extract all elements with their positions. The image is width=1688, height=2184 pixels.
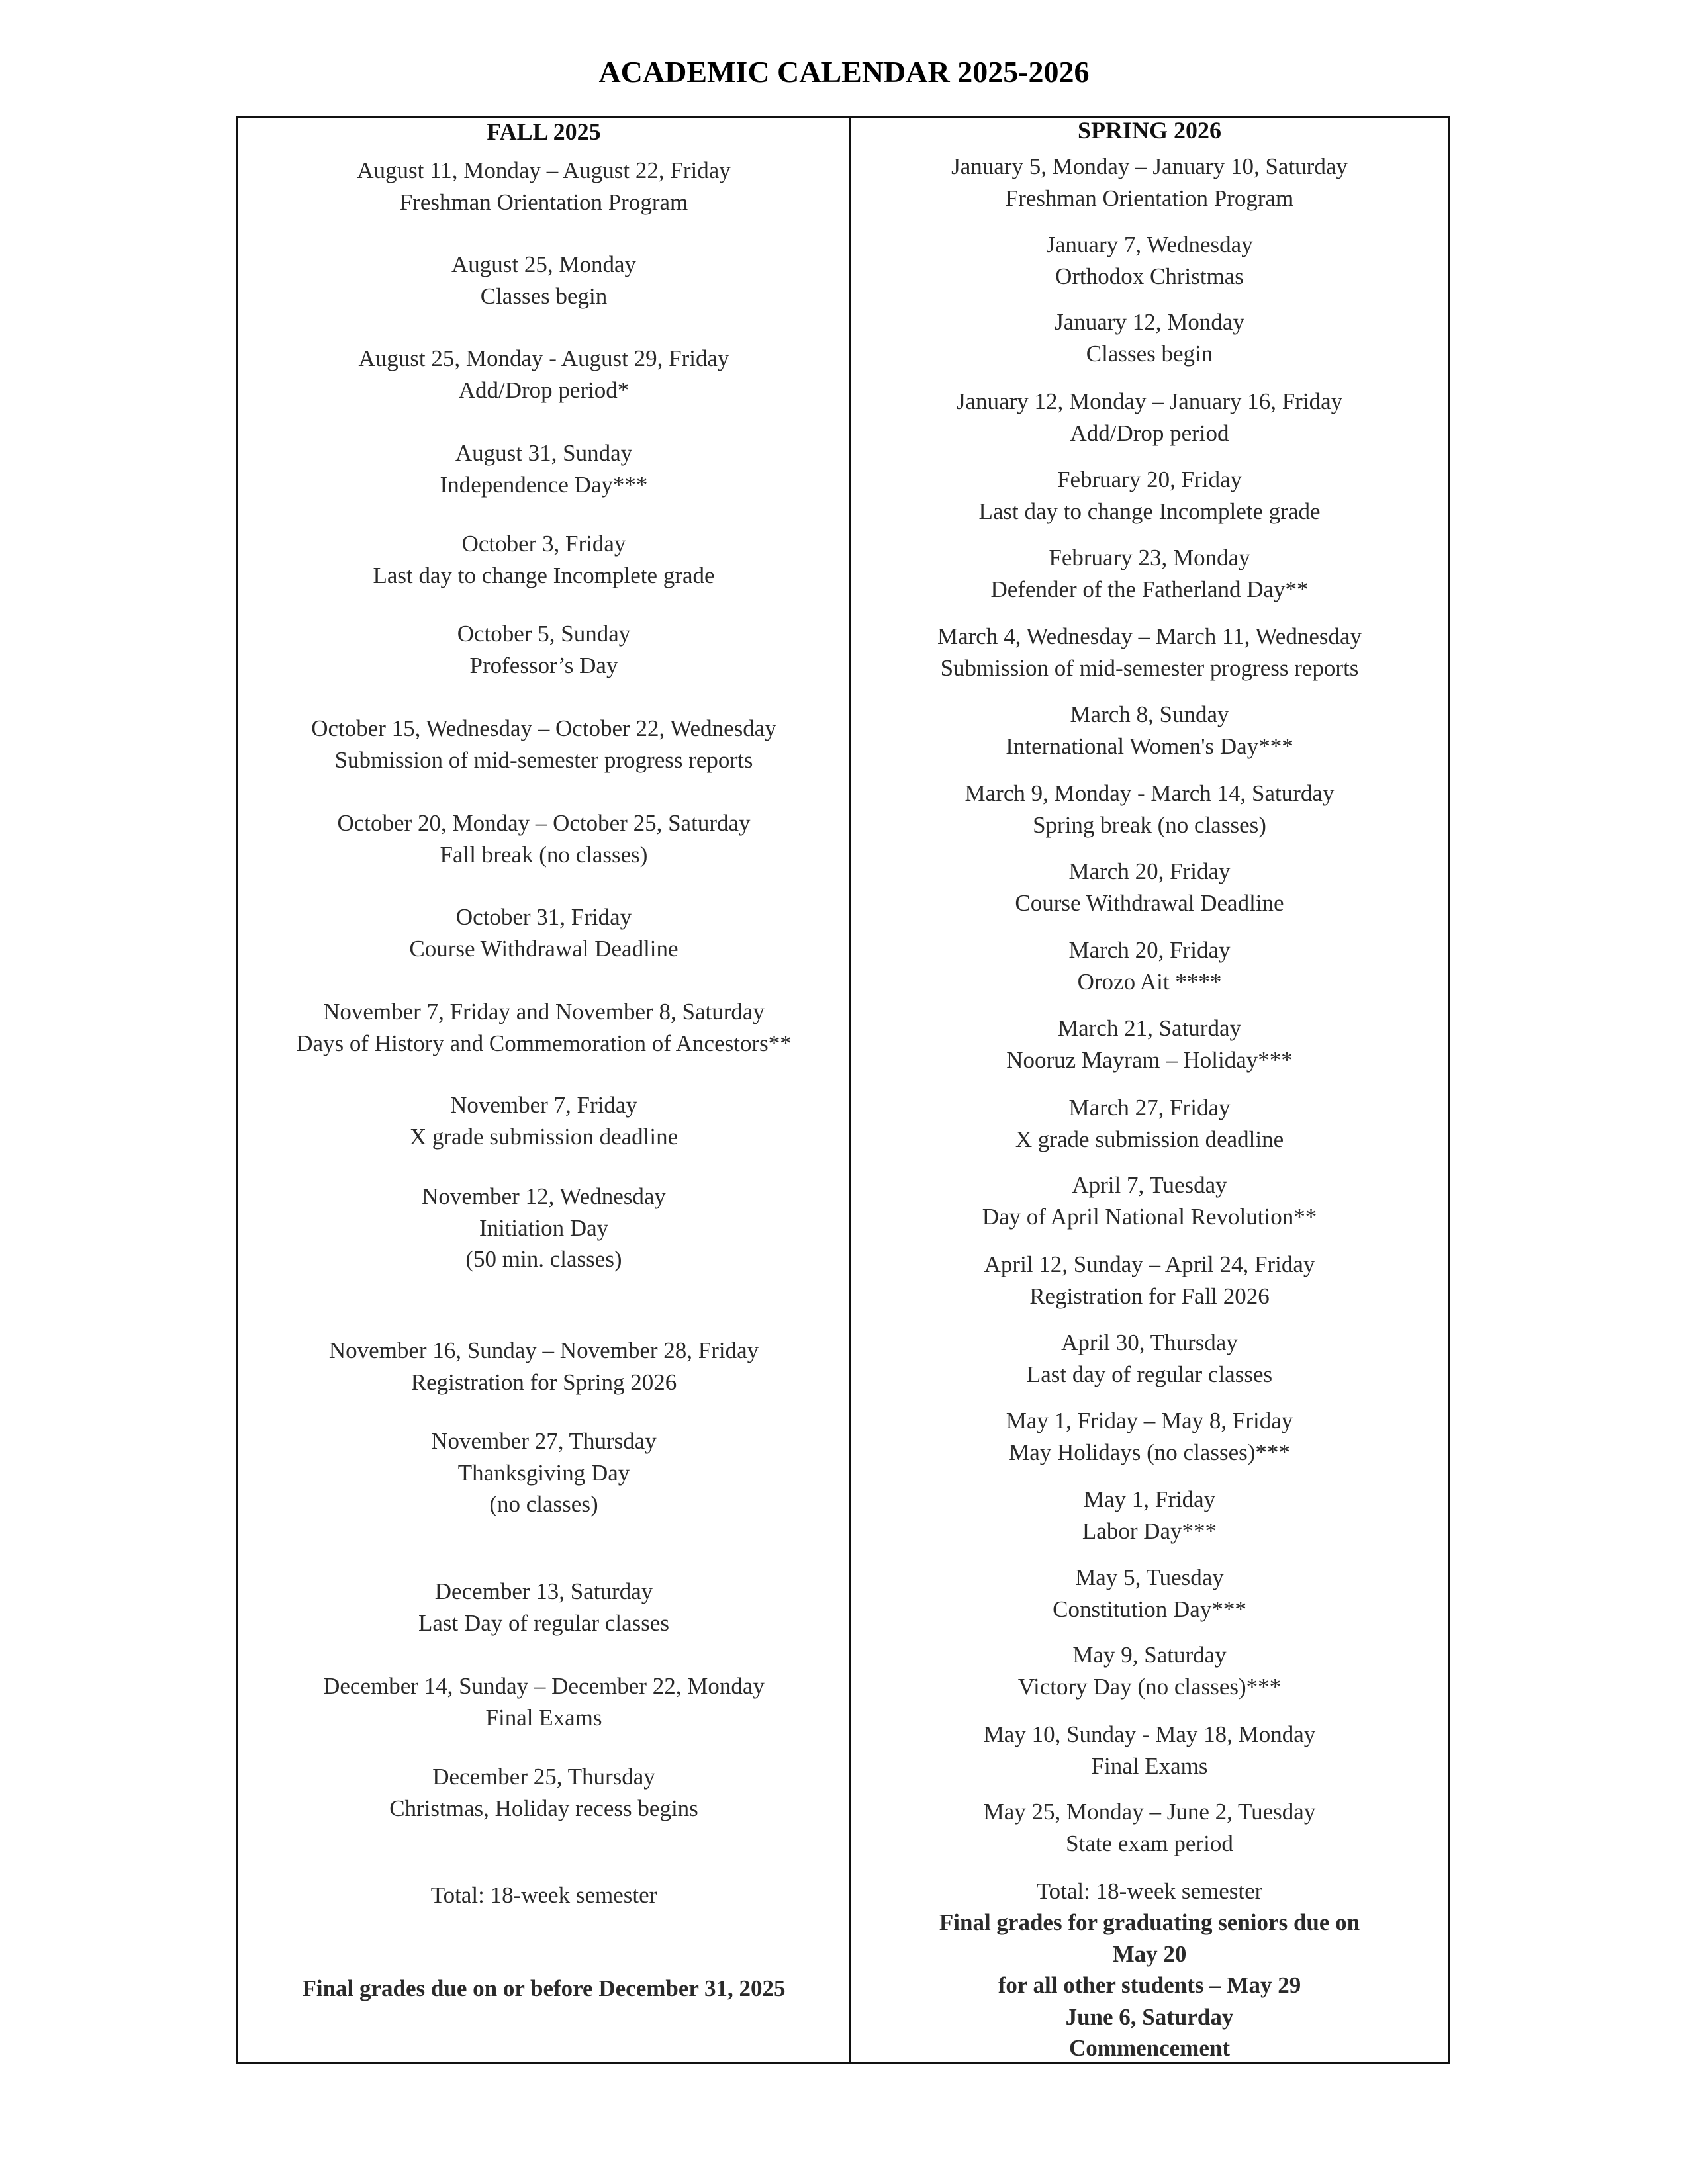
entry-date: March 9, Monday - March 14, Saturday [964,780,1335,806]
entry-description: Classes begin [480,283,608,309]
entry-description: Orozo Ait **** [1077,968,1222,995]
entry-date: October 20, Monday – October 25, Saturday [337,810,751,836]
entry-description: Final Exams [485,1704,602,1731]
entry-date: October 3, Friday [461,531,626,557]
entry-date: August 25, Monday - August 29, Friday [358,345,729,371]
entry-date: November 7, Friday and November 8, Saturday [323,999,765,1024]
fall-calendar-entry [238,249,849,312]
entry-description: Final Exams [1091,1752,1208,1779]
fall-calendar-entry [238,901,849,964]
entry-description: May Holidays (no classes)*** [1009,1439,1290,1465]
entry-date: March 20, Friday [1068,858,1231,884]
spring-calendar-entry [851,1639,1448,1702]
entry-description: Last day to change Incomplete grade [978,498,1321,524]
fall-calendar-entry [238,1576,849,1639]
fall-calendar-entry [238,1089,849,1152]
page-title: ACADEMIC CALENDAR 2025-2026 [598,55,1090,89]
entry-description: Labor Day*** [1082,1518,1217,1544]
entry-date: December 14, Sunday – December 22, Monday [323,1673,765,1699]
spring-calendar-entry [851,1484,1448,1547]
entry-description: (no classes) [489,1491,598,1517]
entry-date: Total: 18-week semester [1036,1878,1263,1904]
entry-description: Defender of the Fatherland Day** [990,576,1309,602]
entry-description: for all other students – May 29 [998,1972,1301,1998]
entry-date: August 25, Monday [451,251,637,277]
entry-date: March 20, Friday [1068,937,1231,963]
entry-date: February 20, Friday [1057,467,1242,492]
entry-description: Commencement [1069,2035,1230,2061]
fall-calendar-entry [238,1761,849,1824]
entry-description: Christmas, Holiday recess begins [389,1795,698,1821]
entry-date: March 8, Sunday [1070,702,1229,727]
spring-calendar-entry [851,1796,1448,1859]
entry-date: May 10, Sunday - May 18, Monday [983,1721,1316,1747]
entry-description: Submission of mid-semester progress reports [334,747,753,773]
spring-calendar-entry [851,1327,1448,1390]
entry-description: (50 min. classes) [465,1246,622,1272]
spring-calendar-entry [851,1562,1448,1625]
spring-calendar-entry [851,621,1448,684]
entry-description: Course Withdrawal Deadline [409,935,679,962]
spring-calendar-entry [851,151,1448,214]
entry-description: International Women's Day*** [1006,733,1293,759]
spring-calendar-entry [851,542,1448,605]
entry-description: Add/Drop period* [458,377,630,403]
entry-description: Add/Drop period [1070,420,1229,446]
entry-description: Constitution Day*** [1053,1596,1246,1622]
entry-date: November 16, Sunday – November 28, Friday [328,1338,759,1363]
fall-calendar-entry [238,1181,849,1275]
fall-calendar-entry [238,155,849,218]
entry-date: Total: 18-week semester [430,1882,657,1908]
fall-calendar-entry [238,1335,849,1398]
spring-calendar-entry [851,1249,1448,1312]
entry-date: November 12, Wednesday [422,1183,666,1209]
entry-description: Last Day of regular classes [418,1610,670,1636]
entry-description: Course Withdrawal Deadline [1015,889,1284,916]
entry-description: Victory Day (no classes)*** [1017,1673,1282,1700]
fall-calendar-entry [238,807,849,870]
entry-description: Last day to change Incomplete grade [373,562,715,588]
entry-date: October 31, Friday [455,904,632,930]
fall-heading: FALL 2025 [487,118,601,145]
entry-date: March 27, Friday [1068,1095,1231,1120]
fall-calendar-entry [238,528,849,591]
entry-date: May 5, Tuesday [1075,1565,1224,1590]
entry-date: August 31, Sunday [455,440,633,466]
spring-calendar-entry [851,699,1448,762]
entry-description: Orthodox Christmas [1055,263,1244,289]
spring-calendar-entry [851,934,1448,997]
entry-description: Thanksgiving Day [457,1459,630,1486]
entry-date: November 7, Friday [450,1092,637,1118]
fall-calendar-entry [238,1426,849,1520]
entry-description: Nooruz Mayram – Holiday*** [1006,1046,1293,1073]
entry-description: Fall break (no classes) [440,841,648,868]
entry-description: Freshman Orientation Program [1005,185,1294,211]
fall-calendar-entry [238,437,849,500]
fall-calendar-entry [238,618,849,681]
entry-description: Professor’s Day [469,652,618,678]
spring-calendar-entry [851,1907,1448,2064]
entry-description: X grade submission deadline [1015,1126,1284,1152]
entry-date: January 5, Monday – January 10, Saturday [951,154,1348,179]
entry-description: Classes begin [1086,340,1213,367]
fall-calendar-entry [238,996,849,1059]
entry-date: November 27, Thursday [431,1428,657,1454]
spring-calendar-entry [851,464,1448,527]
entry-description: Registration for Fall 2026 [1029,1283,1270,1309]
entry-date: May 1, Friday – May 8, Friday [1006,1408,1293,1433]
entry-date: April 12, Sunday – April 24, Friday [984,1251,1315,1277]
entry-date: February 23, Monday [1049,545,1250,570]
fall-calendar-entry [238,1670,849,1733]
entry-date: October 15, Wednesday – October 22, Wednesday [311,715,776,741]
entry-description: Initiation Day [479,1214,609,1241]
entry-date: March 21, Saturday [1057,1015,1241,1041]
entry-date: December 13, Saturday [434,1578,653,1604]
entry-date: March 4, Wednesday – March 11, Wednesday [937,623,1362,649]
entry-date: January 12, Monday – January 16, Friday [956,388,1343,414]
spring-calendar-entry [851,1405,1448,1468]
entry-date: August 11, Monday – August 22, Friday [357,158,731,183]
entry-description: Registration for Spring 2026 [410,1369,677,1395]
spring-calendar-entry [851,1719,1448,1782]
spring-calendar-entry [851,1169,1448,1232]
entry-date: Final grades for graduating seniors due on [939,1909,1360,1935]
entry-description: Days of History and Commemoration of Ancestors** [296,1030,792,1056]
spring-heading: SPRING 2026 [1077,117,1222,144]
entry-description: Freshman Orientation Program [399,189,688,215]
entry-date: May 25, Monday – June 2, Tuesday [983,1799,1316,1825]
entry-date: May 1, Friday [1083,1486,1216,1512]
entry-description: Last day of regular classes [1026,1361,1273,1387]
spring-calendar-entry [851,1876,1448,1907]
entry-date: January 12, Monday [1055,309,1244,335]
spring-calendar-entry [851,1013,1448,1075]
entry-description: X grade submission deadline [409,1123,679,1150]
entry-description: Independence Day*** [440,471,648,498]
entry-date: April 30, Thursday [1061,1330,1238,1355]
entry-date: December 25, Thursday [432,1764,655,1790]
entry-description: Spring break (no classes) [1033,811,1266,838]
fall-calendar-entry [238,1973,849,2005]
entry-description: State exam period [1066,1830,1233,1856]
spring-calendar-entry [851,306,1448,369]
fall-calendar-entry [238,343,849,406]
entry-date: Final grades due on or before December 31, 2025 [302,1976,786,2001]
entry-date: May 9, Saturday [1072,1642,1227,1668]
entry-date: April 7, Tuesday [1072,1172,1227,1198]
fall-calendar-entry [238,713,849,776]
spring-calendar-entry [851,856,1448,919]
entry-description: May 20 [1112,1940,1187,1967]
entry-description: June 6, Saturday [1065,2003,1234,2030]
fall-calendar-entry [238,1880,849,1911]
entry-description: Day of April National Revolution** [982,1203,1317,1230]
spring-calendar-entry [851,229,1448,292]
spring-calendar-entry [851,1092,1448,1155]
entry-date: January 7, Wednesday [1046,232,1253,257]
spring-calendar-entry [851,778,1448,841]
entry-description: Submission of mid-semester progress reports [940,655,1359,681]
spring-calendar-entry [851,386,1448,449]
entry-date: October 5, Sunday [457,621,631,647]
